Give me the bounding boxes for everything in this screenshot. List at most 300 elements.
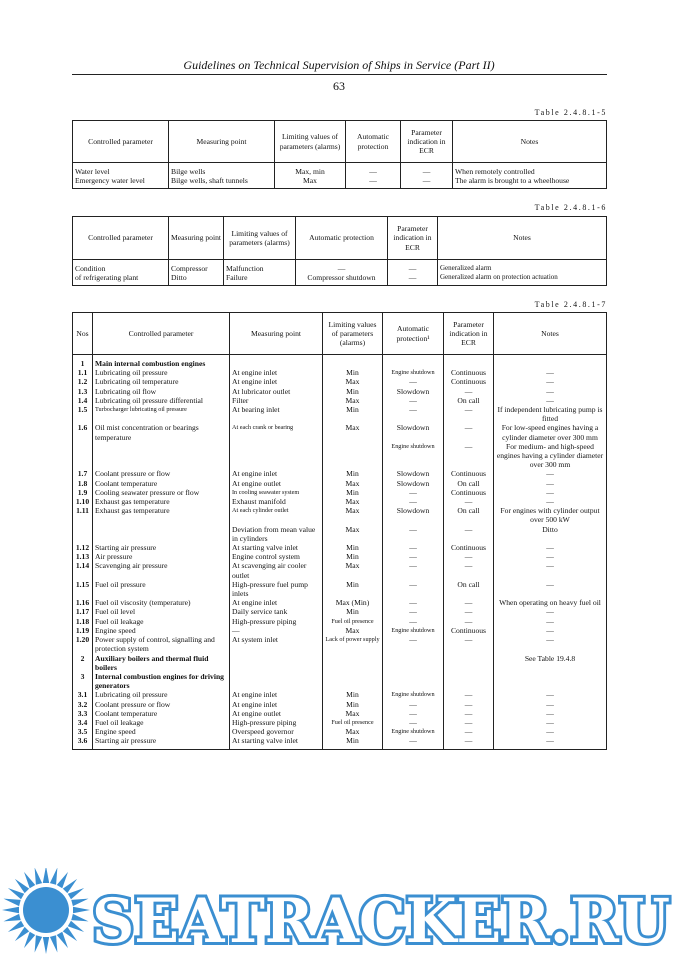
table-cell: 1.19 bbox=[73, 626, 93, 635]
table-cell bbox=[230, 654, 323, 672]
table-cell: Max bbox=[323, 709, 383, 718]
header-limiting-values: Limiting values of parameters (alarms) bbox=[275, 121, 346, 163]
table-cell: — bbox=[383, 497, 444, 506]
sun-ray bbox=[57, 872, 68, 888]
table-cell: Min bbox=[323, 700, 383, 709]
table-cell: Slowdown bbox=[383, 506, 444, 524]
table-cell: 1 bbox=[73, 355, 93, 369]
table-row bbox=[73, 469, 607, 478]
table-cell bbox=[230, 442, 323, 470]
table-cell: Max bbox=[323, 377, 383, 386]
header-notes: Notes bbox=[453, 121, 607, 163]
table-cell: Max bbox=[323, 561, 383, 579]
table-cell: High-pressure piping bbox=[230, 617, 323, 626]
table-cell: 1.6 bbox=[73, 423, 93, 441]
table-cell: See Table 19.4.8 bbox=[494, 654, 607, 672]
table-cell: Lubricating oil flow bbox=[93, 387, 230, 396]
table-cell: At each cylinder outlet bbox=[230, 506, 323, 524]
table-cell: Compressor bbox=[169, 260, 224, 274]
sun-ray bbox=[50, 868, 57, 885]
table-cell: In cooling seawater system bbox=[230, 488, 323, 497]
table-cell: 1.12 bbox=[73, 543, 93, 552]
table-cell: Engine shutdown bbox=[383, 727, 444, 736]
table-cell: Coolant pressure or flow bbox=[93, 700, 230, 709]
table-cell: Max bbox=[323, 506, 383, 524]
sun-ray bbox=[3, 899, 20, 906]
table-cell: Scavenging air pressure bbox=[93, 561, 230, 579]
table-cell: — bbox=[494, 607, 607, 616]
sun-ray bbox=[57, 932, 68, 948]
table-cell: Overspeed governor bbox=[230, 727, 323, 736]
table-cell: Fuel oil presence bbox=[323, 718, 383, 727]
table-cell: — bbox=[383, 709, 444, 718]
table-cell: Max bbox=[323, 497, 383, 506]
watermark-logo bbox=[0, 868, 678, 959]
table-cell: Fuel oil presence bbox=[323, 617, 383, 626]
table-cell: Lubricating oil pressure bbox=[93, 368, 230, 377]
table-row bbox=[73, 377, 607, 386]
table-cell: Continuous bbox=[444, 626, 494, 635]
table-cell: — bbox=[401, 176, 453, 189]
table-cell: On call bbox=[444, 479, 494, 488]
table-cell: — bbox=[494, 469, 607, 478]
table-cell: 1.18 bbox=[73, 617, 93, 626]
table-cell: On call bbox=[444, 396, 494, 405]
table-cell bbox=[323, 355, 383, 369]
table-cell bbox=[383, 654, 444, 672]
table-cell: Turbocharger lubricating oil pressure bbox=[93, 405, 230, 423]
table-cell: — bbox=[494, 396, 607, 405]
table-cell: — bbox=[383, 488, 444, 497]
table-cell: — bbox=[383, 396, 444, 405]
table-row bbox=[73, 442, 607, 470]
header-rule bbox=[72, 74, 607, 75]
table-cell: — bbox=[494, 488, 607, 497]
table-cell: Generalized alarm bbox=[438, 260, 607, 274]
table-cell: Filter bbox=[230, 396, 323, 405]
table-cell: High-pressure fuel pump inlets bbox=[230, 580, 323, 598]
table-cell: Daily service tank bbox=[230, 607, 323, 616]
table-cell: Continuous bbox=[444, 368, 494, 377]
table-cell: Main internal combustion engines bbox=[93, 355, 230, 369]
table-cell: 1.15 bbox=[73, 580, 93, 598]
sun-ray bbox=[8, 888, 24, 899]
table-cell: — bbox=[346, 163, 401, 177]
table-cell bbox=[73, 442, 93, 470]
table-cell: Min bbox=[323, 368, 383, 377]
table-cell: — bbox=[494, 368, 607, 377]
table-cell: Coolant temperature bbox=[93, 709, 230, 718]
sun-ray bbox=[63, 879, 77, 893]
table-cell: Internal combustion engines for driving generators bbox=[93, 672, 230, 690]
running-header-title: Guidelines on Technical Supervision of Ships in Service (Part II) bbox=[183, 58, 495, 72]
sun-ray bbox=[68, 921, 84, 932]
table-cell: Auxiliary boilers and thermal fluid boilers bbox=[93, 654, 230, 672]
sun-ray bbox=[15, 927, 29, 941]
table-cell: — bbox=[383, 607, 444, 616]
table-cell: Max bbox=[323, 479, 383, 488]
table-row bbox=[73, 598, 607, 607]
table-label-2-4-8-1-7: Table 2.4.8.1-7 bbox=[534, 300, 607, 309]
header-measuring-point: Measuring point bbox=[169, 121, 275, 163]
table-cell: At engine inlet bbox=[230, 700, 323, 709]
table-cell bbox=[444, 355, 494, 369]
table-cell: — bbox=[383, 598, 444, 607]
table-cell: Continuous bbox=[444, 377, 494, 386]
sun-ray bbox=[73, 907, 90, 913]
table-cell bbox=[494, 355, 607, 369]
table-cell: For engines with cylinder output over 500 kW bbox=[494, 506, 607, 524]
table-cell: — bbox=[383, 635, 444, 653]
table-cell: 3.3 bbox=[73, 709, 93, 718]
page-number: 63 bbox=[333, 79, 345, 93]
table-cell: — bbox=[494, 580, 607, 598]
table-cell: When operating on heavy fuel oil bbox=[494, 598, 607, 607]
table-cell: Slowdown bbox=[383, 423, 444, 441]
table-cell: — bbox=[444, 700, 494, 709]
table-cell: — bbox=[230, 626, 323, 635]
table-cell: Bilge wells bbox=[169, 163, 275, 177]
sun-ray bbox=[68, 888, 84, 899]
table-cell: — bbox=[494, 718, 607, 727]
table-cell: — bbox=[444, 497, 494, 506]
table-cell: On call bbox=[444, 506, 494, 524]
table-cell: At engine inlet bbox=[230, 368, 323, 377]
table-cell: For low-speed engines having a cylinder diameter over 300 mm bbox=[494, 423, 607, 441]
table-cell: At engine inlet bbox=[230, 598, 323, 607]
table-cell: — bbox=[444, 690, 494, 699]
sun-ray bbox=[8, 921, 24, 932]
table-cell: 2 bbox=[73, 654, 93, 672]
sun-ray bbox=[2, 907, 19, 913]
table-cell: Max bbox=[323, 626, 383, 635]
table-cell: Fuel oil leakage bbox=[93, 617, 230, 626]
table-cell: Slowdown bbox=[383, 469, 444, 478]
sun-ray bbox=[71, 914, 88, 921]
table-2-4-8-1-7 bbox=[72, 312, 607, 750]
table-cell: — bbox=[444, 617, 494, 626]
header-limiting-values: Limiting values of parameters (alarms) bbox=[224, 217, 296, 260]
table-cell: Exhaust gas temperature bbox=[93, 497, 230, 506]
table-cell: 1.20 bbox=[73, 635, 93, 653]
table-cell: Continuous bbox=[444, 543, 494, 552]
table-row bbox=[73, 525, 607, 543]
table-cell: Min bbox=[323, 690, 383, 699]
table-cell: 1.8 bbox=[73, 479, 93, 488]
table-cell: Min bbox=[323, 552, 383, 561]
table-cell: Min bbox=[323, 607, 383, 616]
table-cell: Power supply of control, signalling and protection system bbox=[93, 635, 230, 653]
header-automatic-protection: Automatic protection bbox=[296, 217, 388, 260]
table-cell: — bbox=[383, 405, 444, 423]
table-label-2-4-8-1-6: Table 2.4.8.1-6 bbox=[534, 203, 607, 212]
table-cell bbox=[93, 525, 230, 543]
table-cell: At starting valve inlet bbox=[230, 543, 323, 552]
table-cell: 1.9 bbox=[73, 488, 93, 497]
table-cell: Cooling seawater pressure or flow bbox=[93, 488, 230, 497]
table-cell: — bbox=[444, 598, 494, 607]
table-cell: Min bbox=[323, 543, 383, 552]
table-row bbox=[73, 488, 607, 497]
table-cell: When remotely controlled bbox=[453, 163, 607, 177]
table-cell: At engine inlet bbox=[230, 377, 323, 386]
table-cell: — bbox=[444, 607, 494, 616]
watermark-text: SEATRACKER.RU bbox=[92, 886, 670, 957]
table-cell: — bbox=[494, 387, 607, 396]
table-cell: — bbox=[383, 700, 444, 709]
table-cell: 1.14 bbox=[73, 561, 93, 579]
table-cell: Max (Min) bbox=[323, 598, 383, 607]
table-row bbox=[73, 580, 607, 598]
table-cell: 3.6 bbox=[73, 736, 93, 749]
table-row bbox=[73, 718, 607, 727]
table-cell: High-pressure piping bbox=[230, 718, 323, 727]
table-cell: 1.4 bbox=[73, 396, 93, 405]
table-cell: At scavenging air cooler outlet bbox=[230, 561, 323, 579]
table-cell bbox=[323, 442, 383, 470]
table-cell: Engine shutdown bbox=[383, 368, 444, 377]
table-cell: Continuous bbox=[444, 488, 494, 497]
table-cell: — bbox=[444, 442, 494, 470]
table-cell: Max bbox=[275, 176, 346, 189]
table-cell: — bbox=[494, 543, 607, 552]
header-limiting-values: Limiting values of parameters (alarms) bbox=[323, 313, 383, 355]
table-cell: — bbox=[494, 736, 607, 749]
table-cell: Emergency water level bbox=[73, 176, 169, 189]
table-cell: Coolant temperature bbox=[93, 479, 230, 488]
table-cell: At engine outlet bbox=[230, 709, 323, 718]
table-cell: 3.4 bbox=[73, 718, 93, 727]
table-cell: Air pressure bbox=[93, 552, 230, 561]
table-row bbox=[73, 405, 607, 423]
table-cell: At engine inlet bbox=[230, 469, 323, 478]
table-cell: 1.2 bbox=[73, 377, 93, 386]
sun-ray bbox=[71, 899, 88, 906]
table-cell: Slowdown bbox=[383, 387, 444, 396]
table-cell: Engine speed bbox=[93, 727, 230, 736]
table-row bbox=[73, 607, 607, 616]
table-cell: At each crank or bearing bbox=[230, 423, 323, 441]
table-cell: — bbox=[444, 727, 494, 736]
table-cell: — bbox=[494, 727, 607, 736]
header-automatic-protection: Automatic protection bbox=[346, 121, 401, 163]
table-cell: Min bbox=[323, 387, 383, 396]
table-cell: Fuel oil leakage bbox=[93, 718, 230, 727]
table-cell: 1.3 bbox=[73, 387, 93, 396]
table-cell: Bilge wells, shaft tunnels bbox=[169, 176, 275, 189]
table-2-4-8-1-5 bbox=[72, 120, 607, 189]
table-cell: 1.7 bbox=[73, 469, 93, 478]
table-row bbox=[73, 163, 607, 177]
table-row bbox=[73, 479, 607, 488]
table-cell: — bbox=[383, 561, 444, 579]
table-cell: Continuous bbox=[444, 469, 494, 478]
table-cell: Fuel oil level bbox=[93, 607, 230, 616]
table-row bbox=[73, 672, 607, 690]
header-parameter-indication: Parameter indication in ECR bbox=[401, 121, 453, 163]
header-parameter-indication: Parameter indication in ECR bbox=[444, 313, 494, 355]
sun-ray bbox=[43, 868, 49, 883]
table-cell: 1.10 bbox=[73, 497, 93, 506]
table-cell: — bbox=[444, 709, 494, 718]
table-cell: 3.1 bbox=[73, 690, 93, 699]
table-cell: Max bbox=[323, 525, 383, 543]
table-cell: 1.5 bbox=[73, 405, 93, 423]
header-parameter-indication: Parameter indication in ECR bbox=[388, 217, 438, 260]
table-cell: 3 bbox=[73, 672, 93, 690]
table-cell: — bbox=[444, 387, 494, 396]
table-row bbox=[73, 176, 607, 189]
table-cell: The alarm is brought to a wheelhouse bbox=[453, 176, 607, 189]
table-cell bbox=[93, 442, 230, 470]
table-cell bbox=[230, 672, 323, 690]
table-row bbox=[73, 654, 607, 672]
table-cell bbox=[444, 672, 494, 690]
table-cell: At bearing inlet bbox=[230, 405, 323, 423]
table-cell: — bbox=[383, 525, 444, 543]
sun-icon bbox=[2, 868, 90, 954]
table-cell: — bbox=[494, 635, 607, 653]
table-cell: Engine shutdown bbox=[383, 690, 444, 699]
table-row bbox=[73, 561, 607, 579]
sun-ray bbox=[24, 872, 35, 888]
table-row bbox=[73, 355, 607, 369]
table-cell: — bbox=[383, 736, 444, 749]
table-cell: — bbox=[401, 163, 453, 177]
table-cell: Min bbox=[323, 736, 383, 749]
table-cell: — bbox=[494, 552, 607, 561]
table-cell: Compressor shutdown bbox=[296, 273, 388, 286]
table-cell: Fuel oil viscosity (temperature) bbox=[93, 598, 230, 607]
table-cell: — bbox=[346, 176, 401, 189]
table-cell: — bbox=[444, 561, 494, 579]
table-cell: Exhaust gas temperature bbox=[93, 506, 230, 524]
table-row bbox=[73, 387, 607, 396]
sun-ray bbox=[35, 935, 42, 952]
table-cell: At lubricator outlet bbox=[230, 387, 323, 396]
table-cell: Max bbox=[323, 423, 383, 441]
table-cell: Ditto bbox=[494, 525, 607, 543]
table-cell: Starting air pressure bbox=[93, 736, 230, 749]
header-measuring-point: Measuring point bbox=[230, 313, 323, 355]
table-cell: Water level bbox=[73, 163, 169, 177]
sun-ray bbox=[15, 879, 29, 893]
table-cell: Exhaust manifold bbox=[230, 497, 323, 506]
table-cell: — bbox=[494, 690, 607, 699]
table-row bbox=[73, 423, 607, 441]
table-cell: Engine control system bbox=[230, 552, 323, 561]
table-cell: Deviation from mean value in cylinders bbox=[230, 525, 323, 543]
table-row bbox=[73, 543, 607, 552]
table-cell bbox=[383, 672, 444, 690]
table-row bbox=[73, 635, 607, 653]
table-cell: Min bbox=[323, 580, 383, 598]
table-cell: Lubricating oil temperature bbox=[93, 377, 230, 386]
table-cell: Coolant pressure or flow bbox=[93, 469, 230, 478]
table-cell: 1.1 bbox=[73, 368, 93, 377]
table-cell: — bbox=[494, 700, 607, 709]
table-cell: Max bbox=[323, 727, 383, 736]
table-row bbox=[73, 497, 607, 506]
table-cell: — bbox=[494, 377, 607, 386]
table-row bbox=[73, 727, 607, 736]
table-row bbox=[73, 617, 607, 626]
table-cell: Lubricating oil pressure bbox=[93, 690, 230, 699]
table-cell: 3.5 bbox=[73, 727, 93, 736]
table-cell bbox=[494, 672, 607, 690]
table-cell: Fuel oil pressure bbox=[93, 580, 230, 598]
table-row bbox=[73, 396, 607, 405]
table-cell: 1.11 bbox=[73, 506, 93, 524]
header-nos: Nos bbox=[73, 313, 93, 355]
table-cell: 3.2 bbox=[73, 700, 93, 709]
table-cell: Starting air pressure bbox=[93, 543, 230, 552]
sun-ray bbox=[63, 927, 77, 941]
table-cell: — bbox=[444, 736, 494, 749]
table-cell: At engine outlet bbox=[230, 479, 323, 488]
table-cell: At engine inlet bbox=[230, 690, 323, 699]
table-cell: — bbox=[444, 718, 494, 727]
header-notes: Notes bbox=[494, 313, 607, 355]
table-row bbox=[73, 626, 607, 635]
table-cell: If independent lubricating pump is fitted bbox=[494, 405, 607, 423]
table-row bbox=[73, 368, 607, 377]
table-cell: Min bbox=[323, 469, 383, 478]
table-cell: Slowdown bbox=[383, 479, 444, 488]
table-cell bbox=[230, 355, 323, 369]
header-controlled-parameter: Controlled parameter bbox=[93, 313, 230, 355]
table-cell: — bbox=[444, 525, 494, 543]
table-cell: Max bbox=[323, 396, 383, 405]
table-cell: — bbox=[494, 626, 607, 635]
table-cell: — bbox=[444, 635, 494, 653]
table-cell bbox=[323, 654, 383, 672]
table-cell: Failure bbox=[224, 273, 296, 286]
header-controlled-parameter: Controlled parameter bbox=[73, 217, 169, 260]
table-cell: — bbox=[494, 479, 607, 488]
sun-ray bbox=[3, 914, 20, 921]
table-cell: — bbox=[494, 497, 607, 506]
table-cell: Oil mist concentration or bearings temperature bbox=[93, 423, 230, 441]
table-cell: Malfunction bbox=[224, 260, 296, 274]
table-cell bbox=[383, 355, 444, 369]
table-cell: of refrigerating plant bbox=[73, 273, 169, 286]
table-cell bbox=[444, 654, 494, 672]
table-cell: — bbox=[494, 709, 607, 718]
table-cell: Engine shutdown bbox=[383, 442, 444, 470]
table-label-2-4-8-1-5: Table 2.4.8.1-5 bbox=[534, 108, 607, 117]
table-row bbox=[73, 709, 607, 718]
table-cell bbox=[323, 672, 383, 690]
table-cell: — bbox=[494, 561, 607, 579]
table-cell: — bbox=[383, 552, 444, 561]
table-cell: — bbox=[383, 377, 444, 386]
table-2-4-8-1-6 bbox=[72, 216, 607, 286]
header-notes: Notes bbox=[438, 217, 607, 260]
table-row bbox=[73, 506, 607, 524]
table-cell: — bbox=[383, 580, 444, 598]
sun-ray bbox=[43, 937, 49, 954]
table-row bbox=[73, 690, 607, 699]
table-cell: At system inlet bbox=[230, 635, 323, 653]
table-cell bbox=[73, 525, 93, 543]
table-cell: 1.16 bbox=[73, 598, 93, 607]
table-cell: Min bbox=[323, 488, 383, 497]
table-cell: Generalized alarm on protection actuation bbox=[438, 273, 607, 286]
table-cell: At starting valve inlet bbox=[230, 736, 323, 749]
header-controlled-parameter: Controlled parameter bbox=[73, 121, 169, 163]
table-row bbox=[73, 736, 607, 749]
